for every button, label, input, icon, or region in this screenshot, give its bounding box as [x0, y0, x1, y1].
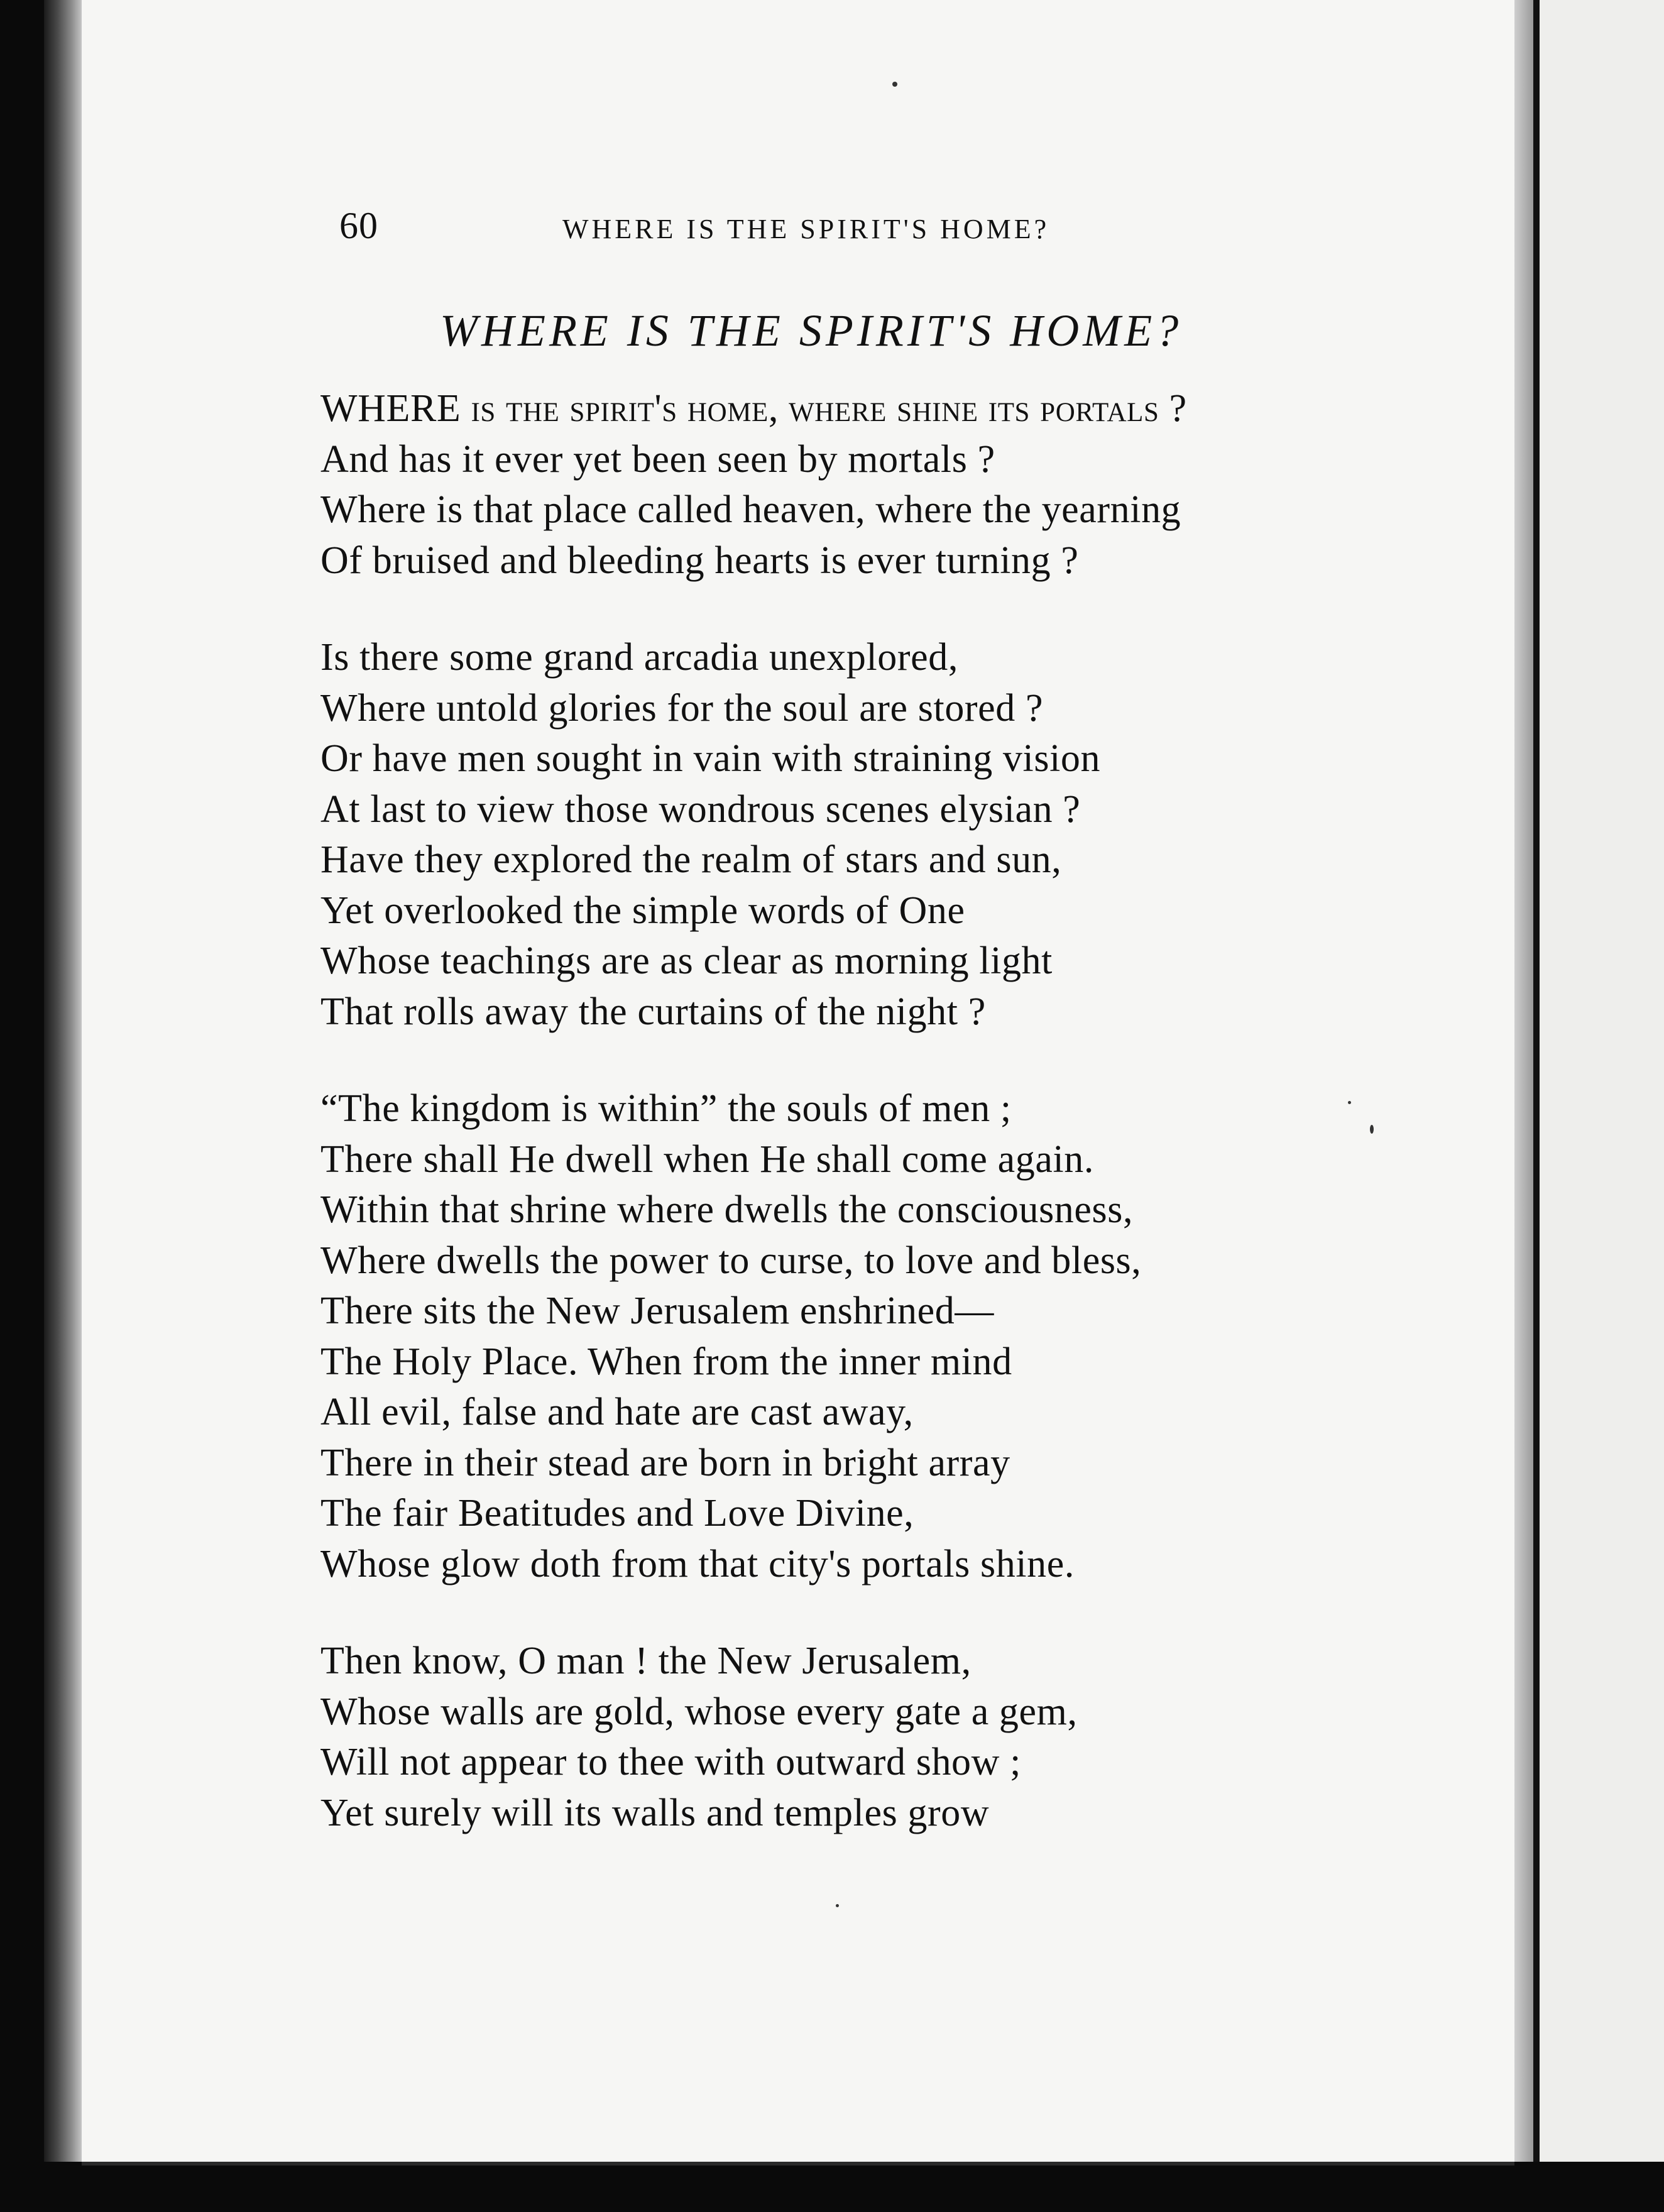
- page-right-edge: [1514, 0, 1533, 2162]
- poem-line: Will not appear to thee with outward show ;: [320, 1741, 1021, 1783]
- poem-line: The Holy Place. When from the inner mind: [320, 1340, 1012, 1383]
- poem-line-first: WHERE is the spirit's home, where shine its portals ?: [320, 387, 1187, 430]
- poem-line: Whose walls are gold, whose every gate a gem,: [320, 1690, 1078, 1733]
- poem-line: Of bruised and bleeding hearts is ever turning ?: [320, 539, 1079, 582]
- poem-body: [320, 383, 1389, 1885]
- poem-line: There in their stead are born in bright array: [320, 1441, 1010, 1484]
- poem-line: Then know, O man ! the New Jerusalem,: [320, 1640, 972, 1682]
- stanza: [320, 1636, 1389, 1838]
- poem-line: Where dwells the power to curse, to love and bless,: [320, 1239, 1142, 1282]
- poem-line: Within that shrine where dwells the consciousness,: [320, 1188, 1134, 1231]
- facing-page-strip: [1540, 0, 1664, 2162]
- stanza: [320, 1083, 1389, 1589]
- poem-line: Where is that place called heaven, where the yearning: [320, 488, 1181, 531]
- poem-line: [320, 383, 1389, 434]
- poem-line: And has it ever yet been seen by mortals ?: [320, 437, 995, 481]
- poem-line: At last to view those wondrous scenes elysian ?: [320, 787, 1081, 831]
- scan-speck: [836, 1904, 839, 1907]
- poem-line: Whose glow doth from that city's portals shine.: [320, 1542, 1075, 1585]
- running-header: [339, 204, 1445, 255]
- poem-line: Have they explored the realm of stars and sun,: [320, 838, 1062, 881]
- poem-line: There sits the New Jerusalem enshrined—: [320, 1289, 994, 1332]
- poem-line: Is there some grand arcadia unexplored,: [320, 636, 958, 679]
- scan-speck: [892, 82, 897, 87]
- poem-line: Where untold glories for the soul are stored ?: [320, 686, 1044, 730]
- poem-title: WHERE IS THE SPIRIT'S HOME?: [440, 305, 1183, 356]
- poem-line: Yet overlooked the simple words of One: [320, 889, 965, 932]
- poem-line: All evil, false and hate are cast away,: [320, 1391, 914, 1433]
- poem-line: That rolls away the curtains of the night ?: [320, 990, 986, 1033]
- poem-line: Whose teachings are as clear as morning light: [320, 939, 1053, 982]
- poem-line: Yet surely will its walls and temples grow: [320, 1791, 990, 1834]
- poem-line: The fair Beatitudes and Love Divine,: [320, 1492, 914, 1535]
- stanza: [320, 632, 1389, 1037]
- poem-line: Or have men sought in vain with straining vision: [320, 737, 1101, 780]
- stanza: [320, 383, 1389, 586]
- poem-line: There shall He dwell when He shall come again.: [320, 1137, 1094, 1181]
- poem-line: “The kingdom is within” the souls of men ;: [320, 1087, 1012, 1130]
- page-number: 60: [339, 205, 378, 246]
- page-gutter-shadow: [1533, 0, 1540, 2162]
- running-title: WHERE IS THE SPIRIT'S HOME?: [562, 214, 1050, 244]
